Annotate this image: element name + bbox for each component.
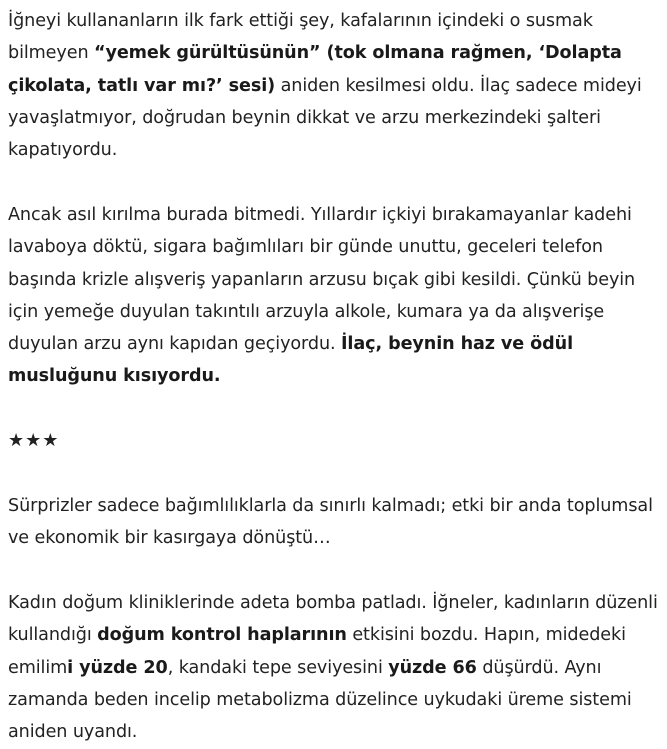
text-segment: , kandaki tepe seviyesini (167, 657, 389, 678)
bold-text: İlaç, beynin haz ve ödül musluğunu kısıyordu. (8, 334, 573, 387)
text-segment: Ancak asıl kırılma burada bitmedi. Yıllardır içkiyi bırakamayanlar kadehi lavaboya döktü, sigara bağımlıları bir günde unuttu, geceleri telefon başında krizle alışveriş yapanların arzusu bıçak gibi kesildi. Çünkü beyin için yemeğe duyulan takıntılı arzuyla alkole, kumara ya da alışverişe duyulan arzu aynı kapıdan geçiyordu. (8, 204, 636, 355)
bold-text: yüzde 66 (388, 657, 477, 678)
bold-text: “yemek gürültüsünün” (tok olmana rağmen, ‘Dolapta çikolata, tatlı var mı?’ sesi) (8, 43, 622, 96)
paragraph-birth-control (8, 587, 660, 748)
text-segment: Kadın doğum kliniklerinde adeta bomba patladı. İğneler, kadınların düzenli kullandığı (8, 593, 658, 646)
bold-text: i yüzde 20 (67, 657, 168, 678)
bold-text: doğum kontrol haplarının (97, 625, 347, 646)
text-segment: etkisini bozdu. Hapın, midedeki emilim (8, 625, 626, 678)
paragraph-addiction (8, 199, 660, 393)
paragraph-surprises (8, 490, 660, 555)
text-segment: Sürprizler sadece bağımlılıklarla da sınırlı kalmadı; etki bir anda toplumsal ve ekonomik bir kasırgaya dönüştü… (8, 496, 653, 549)
text-segment: İğneyi kullananların ilk fark ettiği şey, kafalarının içindeki o susmak bilmeyen (8, 11, 593, 64)
paragraph-craving (8, 5, 660, 166)
text-segment: düşürdü. Aynı zamanda beden incelip metabolizma düzelince uykudaki üreme sistemi aniden uyandı. (8, 657, 632, 743)
section-separator: ★★★ (8, 430, 60, 452)
text-segment: aniden kesilmesi oldu. İlaç sadece mideyi yavaşlatmıyor, doğrudan beynin dikkat ve arzu merkezindeki şalteri kapatıyordu. (8, 75, 642, 161)
